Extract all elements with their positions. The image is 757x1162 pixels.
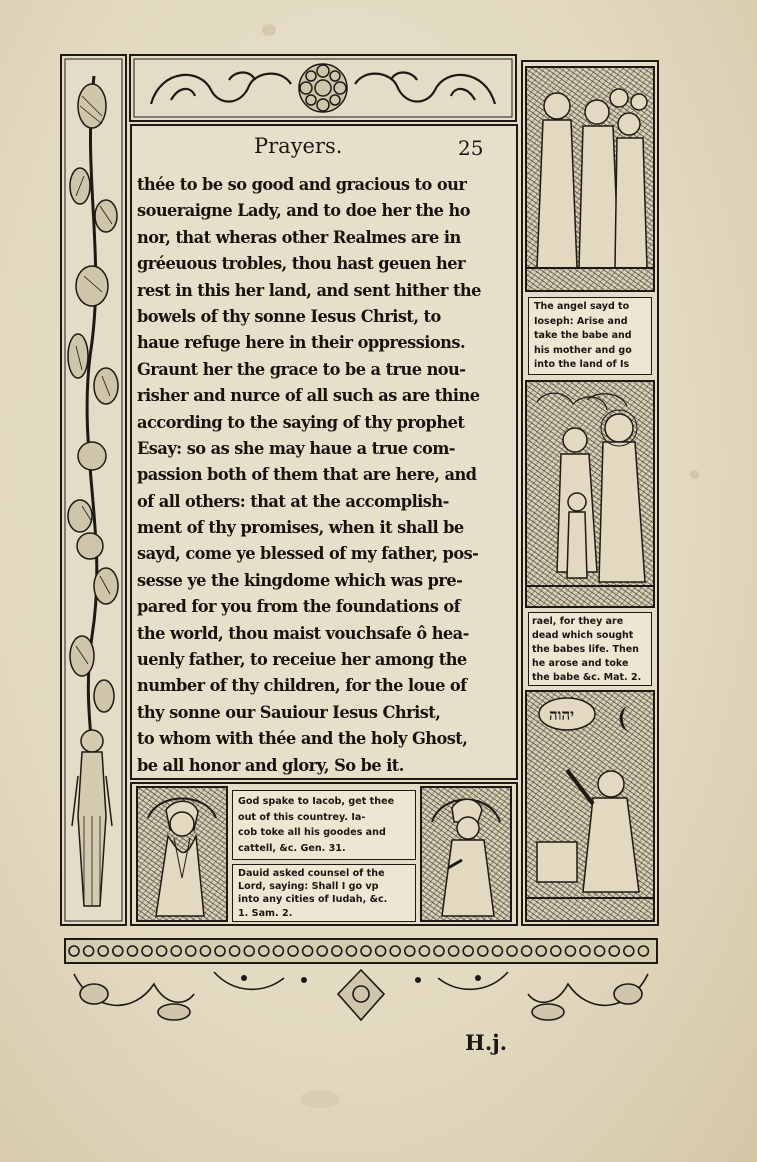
- foxing-spot: [690, 470, 699, 479]
- caption-line: the babe &c. Mat. 2.: [532, 672, 642, 683]
- caption-line: the babes life. Then: [532, 644, 639, 655]
- headpiece-frame: [129, 54, 517, 122]
- text-line: soueraigne Lady, and to doe her the ho: [137, 201, 471, 221]
- tailpiece-foliage-ornament: [64, 964, 658, 1026]
- david-figure-bottom: [422, 788, 510, 920]
- text-line: passion both of them that are here, and: [137, 465, 477, 485]
- woodcut-holy-family: [525, 66, 655, 292]
- page-number: 25: [458, 136, 484, 160]
- caption-line: rael, for they are: [532, 616, 624, 627]
- caption-line: Ioseph: Arise and: [534, 315, 628, 327]
- tailpiece-pattern: [66, 940, 656, 962]
- caption-line: Dauid asked counsel of the: [238, 868, 385, 879]
- caption-line: cob toke all his goodes and: [238, 827, 386, 838]
- foxing-spot: [300, 1090, 340, 1108]
- holy-family-figures: [527, 68, 653, 290]
- foxing-spot: [262, 24, 276, 36]
- running-head: Prayers.: [254, 134, 343, 158]
- woodcut-flight-into-egypt: [525, 380, 655, 608]
- left-foliage-ornament: [62, 56, 125, 924]
- caption-line: he arose and toke: [532, 658, 629, 669]
- caption-bottom-lower: [232, 864, 416, 922]
- text-line: number of thy children, for the loue of: [137, 676, 467, 696]
- david-figure: [527, 692, 653, 920]
- tailpiece-band: [64, 938, 658, 964]
- standing-figure: [72, 730, 112, 906]
- caption-line: cattell, &c. Gen. 31.: [238, 842, 346, 854]
- text-line: thée to be so good and gracious to our: [137, 175, 467, 194]
- caption-line: dead which sought: [532, 630, 634, 641]
- caption-right-lower: [528, 612, 652, 686]
- text-line: to whom with thée and the holy Ghost,: [137, 729, 468, 749]
- text-line: according to the saying of thy prophet: [137, 412, 465, 432]
- caption-line: into the land of Is: [534, 359, 630, 371]
- text-line: nor, that wheras other Realmes are in: [137, 227, 461, 247]
- text-line: haue refuge here in their oppressions.: [137, 333, 466, 353]
- caption-bottom-upper: [232, 790, 416, 860]
- text-line: gréeuous trobles, thou hast geuen her: [137, 254, 466, 274]
- caption-line: The angel sayd to: [534, 301, 630, 312]
- rosette-icon: [299, 64, 347, 112]
- text-line: risher and nurce of all such as are thine: [137, 386, 480, 406]
- text-line: of all others: that at the accomplish-: [137, 491, 449, 511]
- text-line: sesse ye the kingdome which was pre-: [137, 570, 463, 590]
- text-line: the world, thou maist vouchsafe ô hea-: [137, 623, 469, 643]
- caption-line: God spake to Iacob, get thee: [238, 796, 395, 807]
- text-line: uenly father, to receiue her among the: [137, 650, 467, 670]
- text-line: Esay: so as she may haue a true com-: [137, 438, 455, 458]
- text-line: ment of thy promises, when it shall be: [137, 518, 464, 538]
- crescent-moon-icon: [620, 706, 629, 732]
- caption-line: his mother and go: [534, 344, 632, 356]
- text-line: bowels of thy sonne Iesus Christ, to: [137, 306, 441, 326]
- caption-right-upper: [528, 297, 652, 375]
- text-line: be all honor and glory, So be it.: [137, 755, 404, 775]
- prayer-text: [137, 172, 515, 779]
- text-line: Graunt her the grace to be a true nou-: [137, 359, 466, 379]
- signature-mark: H.j.: [465, 1030, 508, 1055]
- left-border-frame: [60, 54, 127, 926]
- text-line: pared for you from the foundations of: [137, 597, 461, 617]
- caption-line: 1. Sam. 2.: [238, 907, 293, 919]
- woodcut-david: [420, 786, 512, 922]
- caption-line: Lord, saying: Shall I go vp: [238, 881, 379, 893]
- woodcut-david-praying: [525, 690, 655, 922]
- flight-figures: [527, 382, 653, 606]
- headpiece-ornament: [131, 56, 515, 120]
- text-line: thy sonne our Sauiour Iesus Christ,: [137, 702, 441, 722]
- jacob-figure: [138, 788, 226, 920]
- caption-line: take the babe and: [534, 330, 632, 342]
- caption-line: out of this countrey. Ia-: [238, 811, 366, 823]
- caption-line: into any cities of Iudah, &c.: [238, 894, 388, 906]
- text-line: rest in this her land, and sent hither the: [137, 280, 481, 300]
- text-line: sayd, come ye blessed of my father, pos-: [137, 544, 479, 564]
- hebrew-divine-name: יהוה: [549, 706, 575, 724]
- woodcut-jacob: [136, 786, 228, 922]
